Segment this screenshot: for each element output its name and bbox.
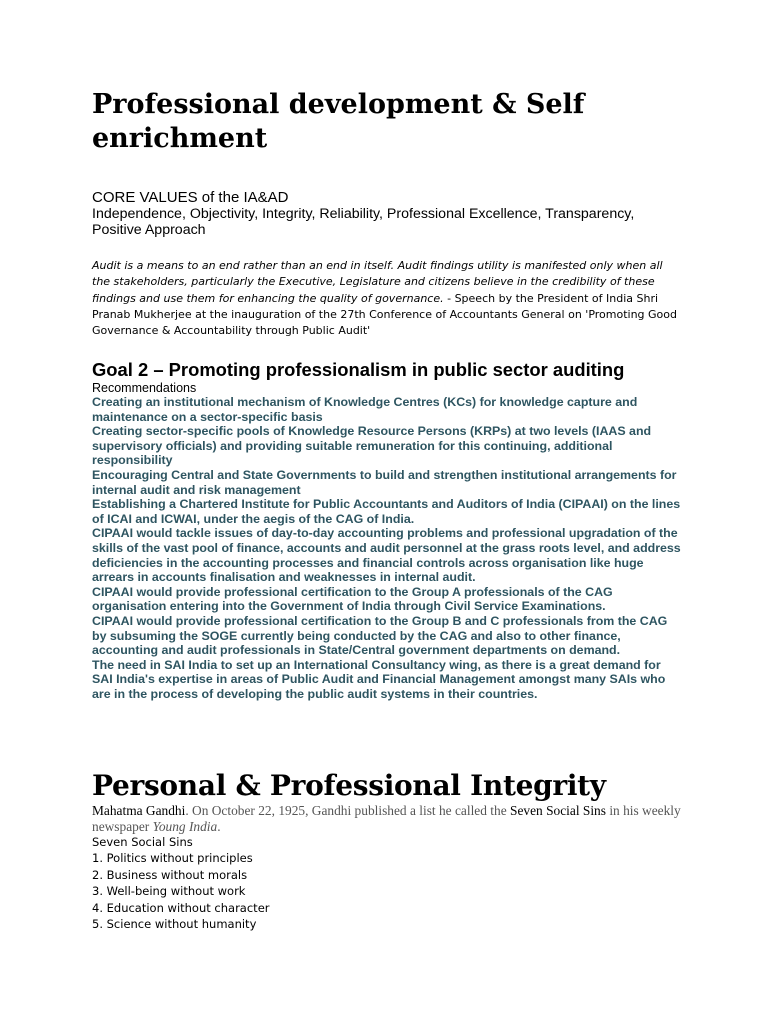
goal-heading: Goal 2 – Promoting professionalism in public sector auditing — [92, 359, 625, 380]
sins-list — [92, 850, 270, 933]
quote-text: Audit is a means to an end rather than an end in itself. Audit findings utility is manifested only when all the stakeholders, particularly the Executive, Legislature and citizens believe in the credibility of these findings and use them for enhancing the quality of governance. — [92, 259, 663, 305]
list-item: Creating an institutional mechanism of Knowledge Centres (KCs) for knowledge capture and maintenance on a sector-specific basis — [92, 395, 638, 424]
integrity-title: Personal & Professional Integrity — [92, 769, 606, 802]
sins-heading: Seven Social Sins — [92, 835, 193, 849]
newspaper-name: Young India — [152, 819, 218, 834]
list-item: 4. Education without character — [92, 900, 270, 915]
list-item: Creating sector-specific pools of Knowledge Resource Persons (KRPs) at two levels (IAAS and supervisory officials) and providing suitable remuneration for this continuing, additional responsibility — [92, 424, 652, 468]
list-item: CIPAAI would provide professional certification to the Group B and C professionals from the CAG by subsuming the SOGE currently being conducted by the CAG and also to other finance, accounting and audit professionals in State/Central government departments on demand. — [92, 613, 668, 658]
page-title: Professional development & Self enrichment — [92, 89, 585, 154]
recommendations-list — [92, 395, 682, 701]
gandhi-text-3: . — [217, 819, 221, 834]
seven-social-sins-link[interactable]: Seven Social Sins — [510, 803, 606, 818]
list-item: 1. Politics without principles — [92, 851, 253, 865]
gandhi-link[interactable]: Mahatma Gandhi — [92, 803, 186, 818]
list-item: 3. Well-being without work — [92, 884, 246, 899]
list-item: The need in SAI India to set up an International Consultancy wing, as there is a great demand for SAI India's expertise in areas of Public Audit and Financial Management amongst many SAIs who are in the process of developing the public audit systems in their countries. — [92, 657, 666, 701]
gandhi-text-2: in his weekly newspaper — [92, 803, 681, 834]
quote-source: - Speech by the President of India Shri Pranab Mukherjee at the inauguration of the 27th Conference of Accountants General on 'Promoting Good Governance & Accountability through Public Audit' — [92, 291, 677, 338]
president-quote — [92, 258, 682, 339]
gandhi-text-1: . On October 22, 1925, Gandhi published a list he called the — [185, 803, 510, 818]
list-item: Establishing a Chartered Institute for Public Accountants and Auditors of India (CIPAAI) on the lines of ICAI and ICWAI, under the aegis of the CAG of India. — [92, 497, 681, 526]
recommendations-label: Recommendations — [92, 381, 197, 395]
gandhi-paragraph — [92, 803, 682, 835]
list-item: CIPAAI would provide professional certification to the Group A professionals of the CAG organisation entering into the Government of India through Civil Service Examinations. — [92, 584, 613, 614]
core-values-heading: CORE VALUES of the IA&AD — [92, 189, 289, 206]
list-item: 2. Business without morals — [92, 867, 248, 882]
list-item: 5. Science without humanity — [92, 917, 257, 932]
list-item: Encouraging Central and State Governments to build and strengthen institutional arrangements for internal audit and risk management — [92, 467, 677, 497]
core-values-text: Independence, Objectivity, Integrity, Reliability, Professional Excellence, Transparency, Positive Approach — [92, 206, 635, 238]
list-item: CIPAAI would tackle issues of day-to-day accounting problems and professional upgradation of the skills of the vast pool of finance, accounts and audit personnel at the grass roots level, and address deficiencies in the accounting processes and financial controls across organisation like huge arrears in accounts finalisation and weaknesses in internal audit. — [92, 526, 681, 585]
